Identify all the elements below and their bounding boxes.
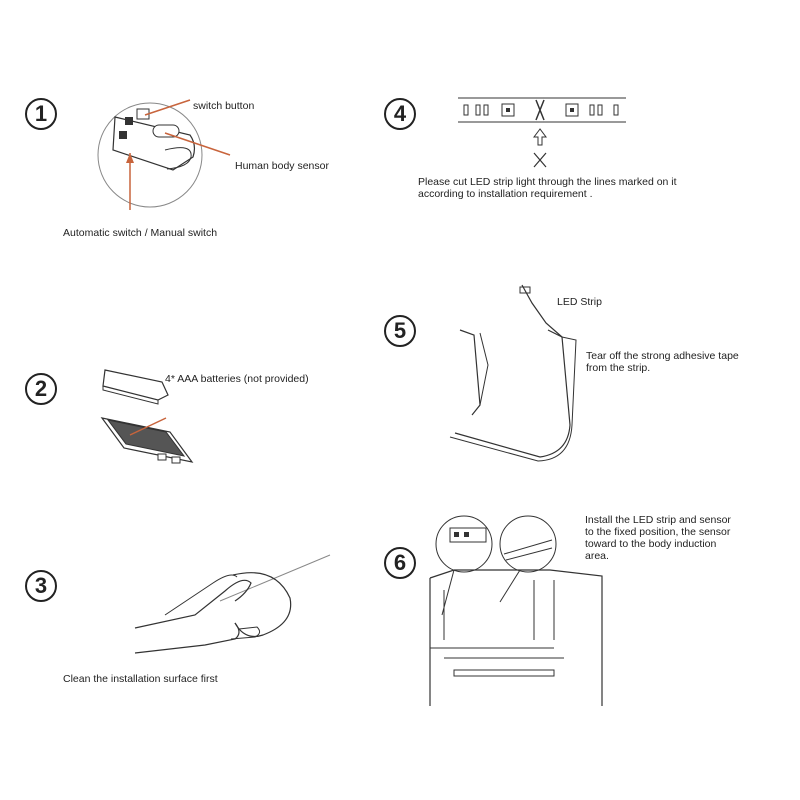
cut-instruction-label: Please cut LED strip light through the lines marked on it according to installation requirement . — [418, 176, 677, 200]
install-instruction-label: Install the LED strip and sensor to the fixed position, the sensor toward to the body induction area. — [585, 514, 731, 562]
step-4-number: 4 — [384, 98, 416, 130]
adhesive-strip-illustration — [450, 285, 590, 465]
step-2-number: 2 — [25, 373, 57, 405]
human-body-sensor-label: Human body sensor — [235, 160, 329, 172]
step-3-number: 3 — [25, 570, 57, 602]
clean-surface-label: Clean the installation surface first — [63, 673, 218, 685]
sensor-closeup-illustration — [95, 95, 235, 225]
step-6-number: 6 — [384, 547, 416, 579]
switch-button-label: switch button — [193, 100, 255, 112]
cleaning-hand-illustration — [135, 553, 335, 663]
step-1-number: 1 — [25, 98, 57, 130]
led-strip-cut-illustration — [458, 95, 628, 175]
led-strip-label: LED Strip — [557, 296, 602, 308]
batteries-label: 4* AAA batteries (not provided) — [165, 373, 309, 385]
step-5-number: 5 — [384, 315, 416, 347]
auto-manual-switch-label: Automatic switch / Manual switch — [63, 227, 218, 239]
tear-tape-label: Tear off the strong adhesive tape from the strip. — [586, 350, 739, 374]
